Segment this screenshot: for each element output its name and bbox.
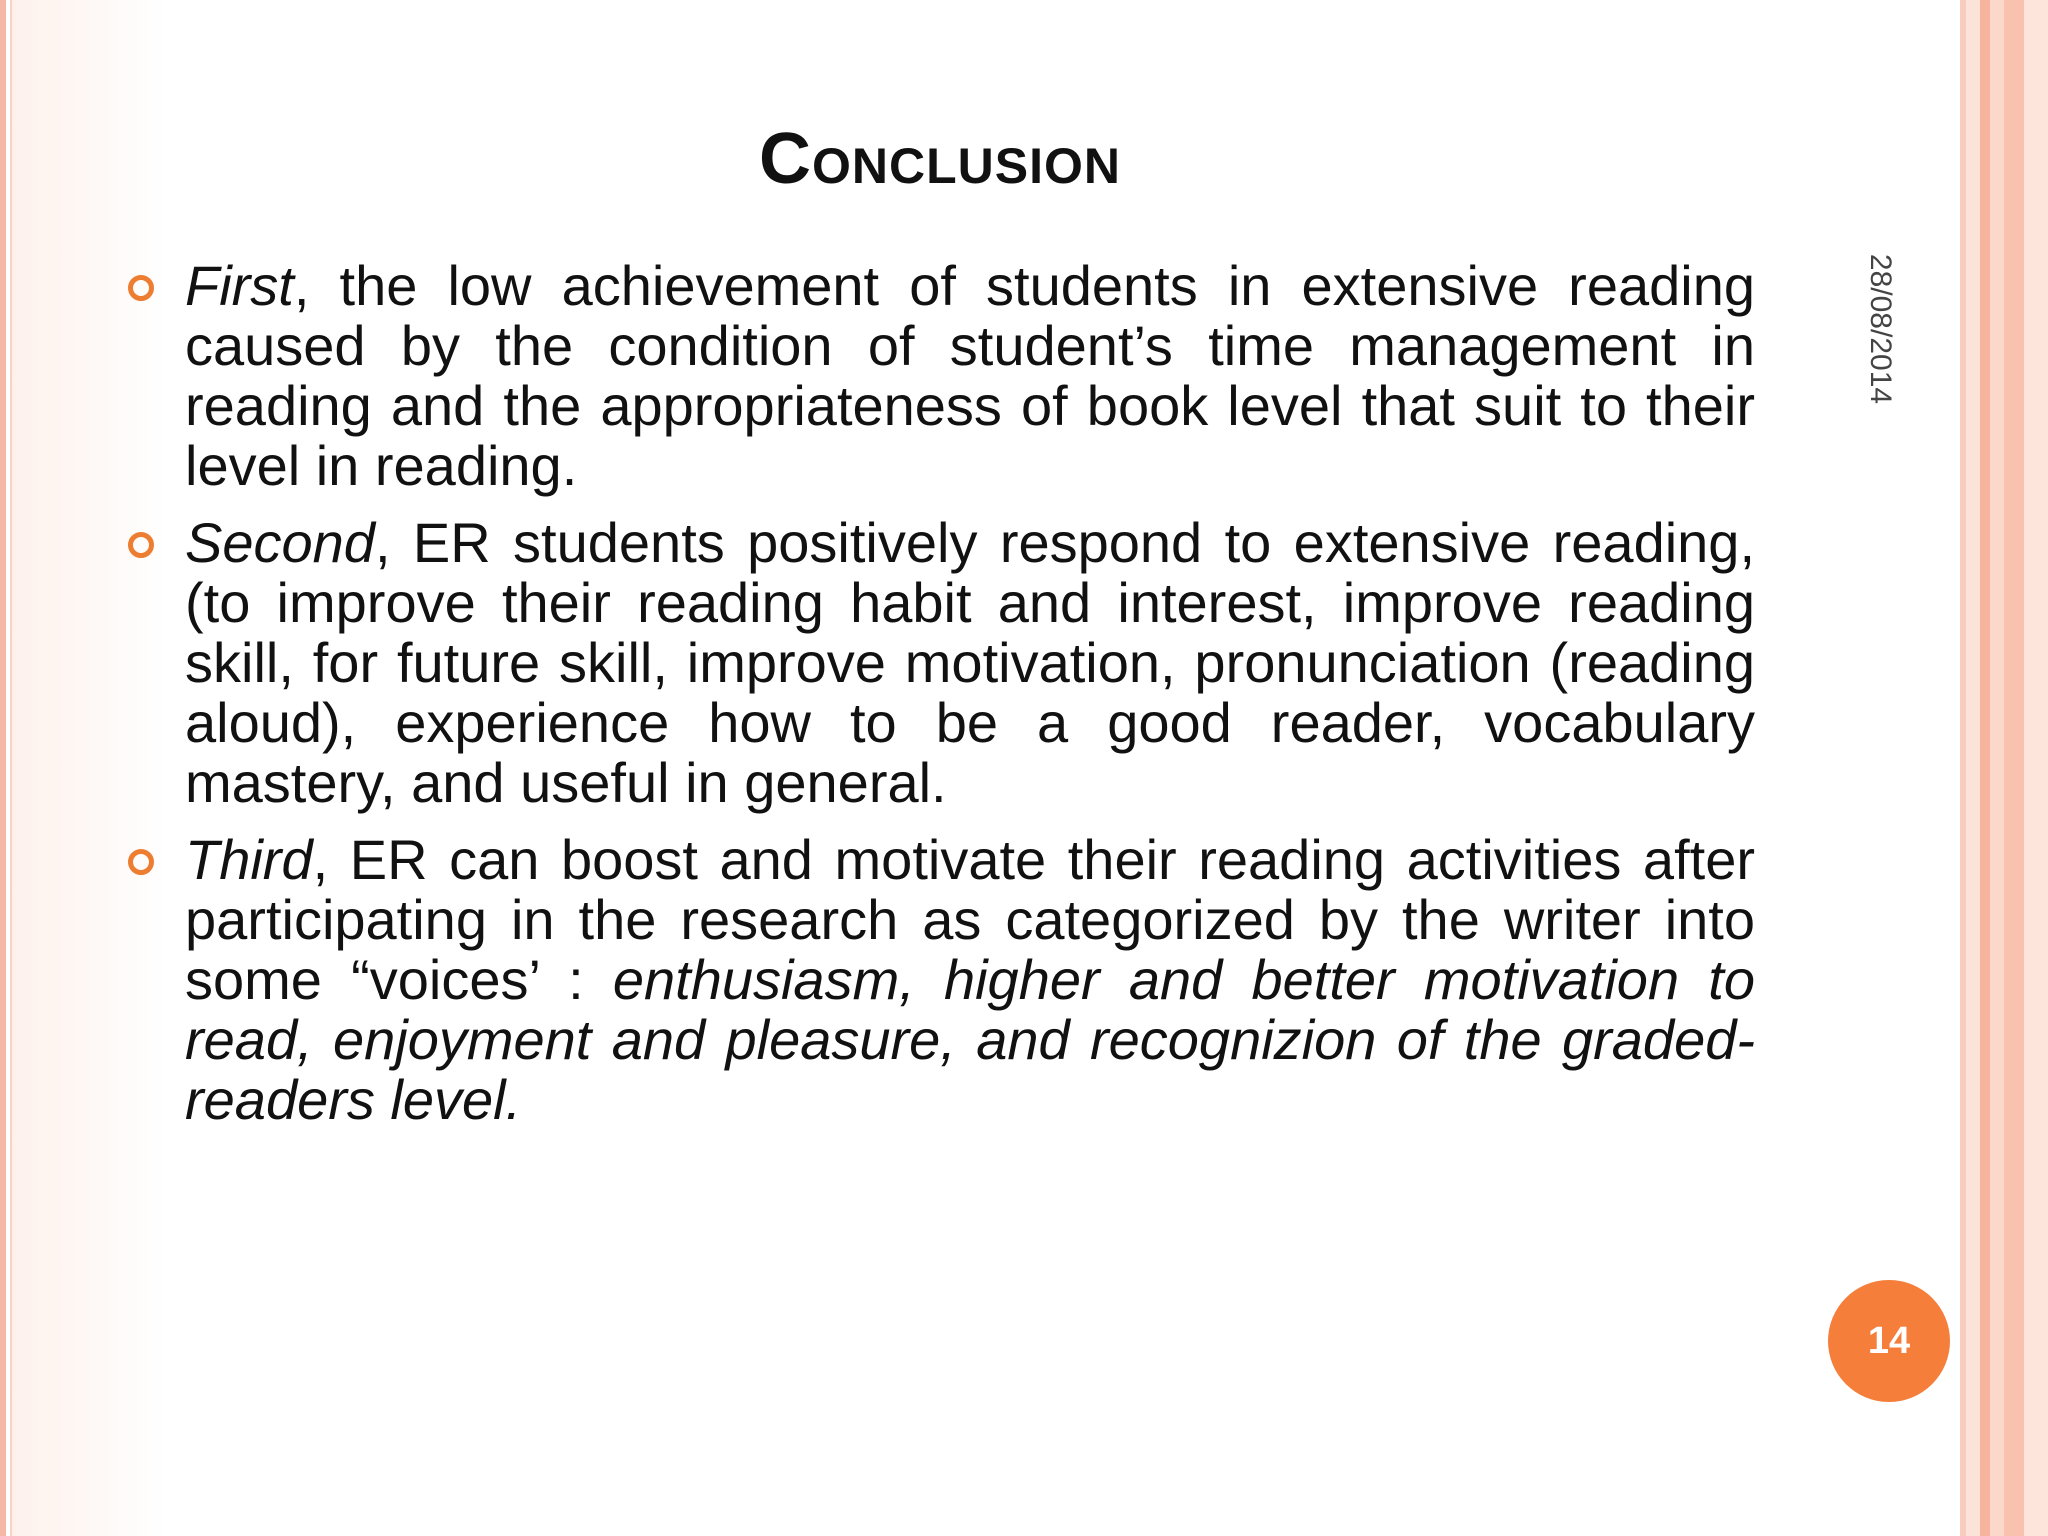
slide-date: 28/08/2014 [1864,253,1897,405]
ring-bullet-icon [128,532,154,558]
right-border-band [1966,0,1980,1536]
bullet-text: , ER students positively respond to extensive reading, (to improve their reading habit and interest, improve reading skill, for future skill, improve motivation, pronunciation (reading aloud), experience how to be a good reader, vocabulary mastery, and useful in general. [185,511,1755,814]
right-border-band [2024,0,2048,1536]
bullet-lead: Third [185,828,313,891]
slide-title: Conclusion [759,119,1121,199]
bullet-list [125,256,1755,1147]
bullet-lead: First [185,254,294,317]
ring-bullet-icon [128,849,154,875]
left-border-stripe [0,0,6,1536]
page-number-badge: 14 [1828,1280,1950,1402]
bullet-lead: Second [185,511,375,574]
bullet-italic-tail: enthusiasm, higher and better motivation to read, enjoyment and pleasure, and recognizion of the graded-readers level. [185,948,1755,1131]
bullet-text: , ER can boost and motivate their reading activities after participating in the research as categorized by the writer into some “voices’ : [185,828,1755,1011]
bullet-item-first [125,256,1755,496]
right-border-band [2004,0,2024,1536]
right-border-band [1990,0,2004,1536]
bullet-text: , the low achievement of students in extensive reading caused by the condition of student’s time management in reading and the appropriateness of book level that suit to their level in reading. [185,254,1755,497]
bullet-item-third [125,830,1755,1130]
bullet-item-second [125,513,1755,813]
right-border-band [1980,0,1990,1536]
ring-bullet-icon [128,275,154,301]
